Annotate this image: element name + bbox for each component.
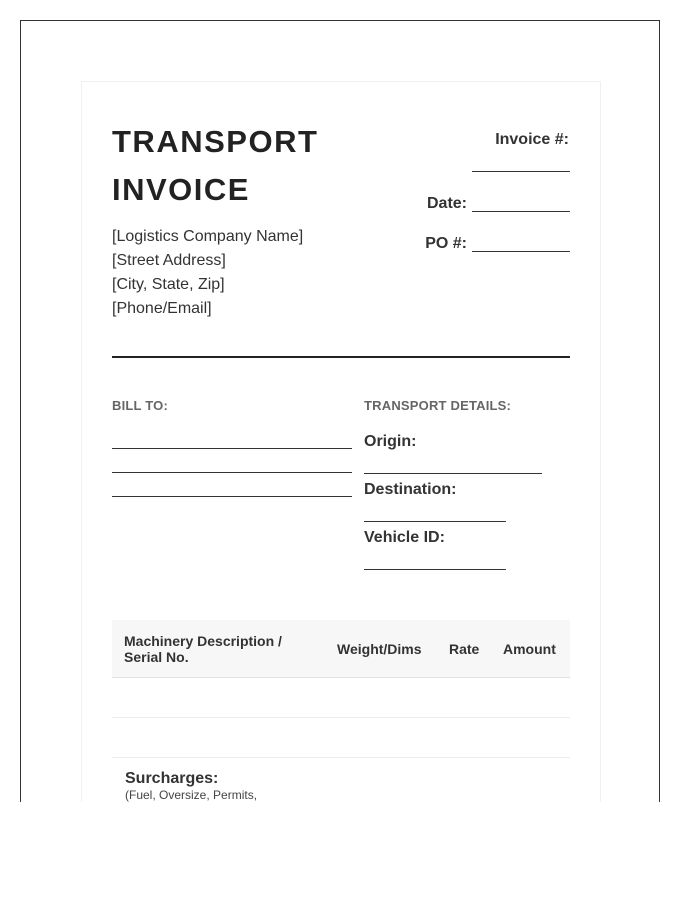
invoice-title — [112, 118, 318, 214]
page-frame — [20, 20, 660, 802]
po-number-field[interactable] — [472, 251, 570, 252]
invoice-sheet — [81, 81, 601, 802]
date-field[interactable] — [472, 211, 570, 212]
invoice-number-field[interactable] — [472, 171, 570, 172]
po-number-label: PO #: — [425, 235, 467, 252]
company-city: [City, State, Zip] — [112, 276, 225, 293]
vehicle-id-field[interactable] — [364, 569, 506, 570]
origin-field[interactable] — [364, 473, 542, 474]
destination-label: Destination: — [364, 481, 457, 498]
table-row — [112, 717, 570, 718]
column-weight-dims: Weight/Dims — [337, 641, 422, 657]
surcharges-label: Surcharges: — [125, 770, 219, 787]
header-divider — [112, 356, 570, 358]
invoice-number-label: Invoice #: — [495, 131, 569, 148]
bill-to-label: BILL TO: — [112, 398, 169, 413]
vehicle-id-label: Vehicle ID: — [364, 529, 445, 546]
company-street: [Street Address] — [112, 252, 226, 269]
company-contact: [Phone/Email] — [112, 300, 212, 317]
title-line-2: INVOICE — [112, 172, 250, 207]
company-info — [112, 225, 303, 321]
date-label: Date: — [426, 195, 467, 212]
bill-to-line-2[interactable] — [112, 472, 352, 473]
title-line-1: TRANSPORT — [112, 124, 319, 159]
destination-field[interactable] — [364, 521, 506, 522]
transport-details-label: TRANSPORT DETAILS: — [364, 398, 512, 413]
bill-to-line-1[interactable] — [112, 448, 352, 449]
surcharges-note: (Fuel, Oversize, Permits, — [125, 788, 258, 802]
bill-to-line-3[interactable] — [112, 496, 352, 497]
table-row — [112, 757, 570, 758]
company-name: [Logistics Company Name] — [112, 228, 304, 245]
column-rate: Rate — [449, 641, 480, 657]
origin-label: Origin: — [364, 433, 417, 450]
table-header — [112, 620, 570, 678]
column-amount: Amount — [503, 641, 556, 657]
column-description: Machinery Description / Serial No. — [124, 633, 282, 665]
